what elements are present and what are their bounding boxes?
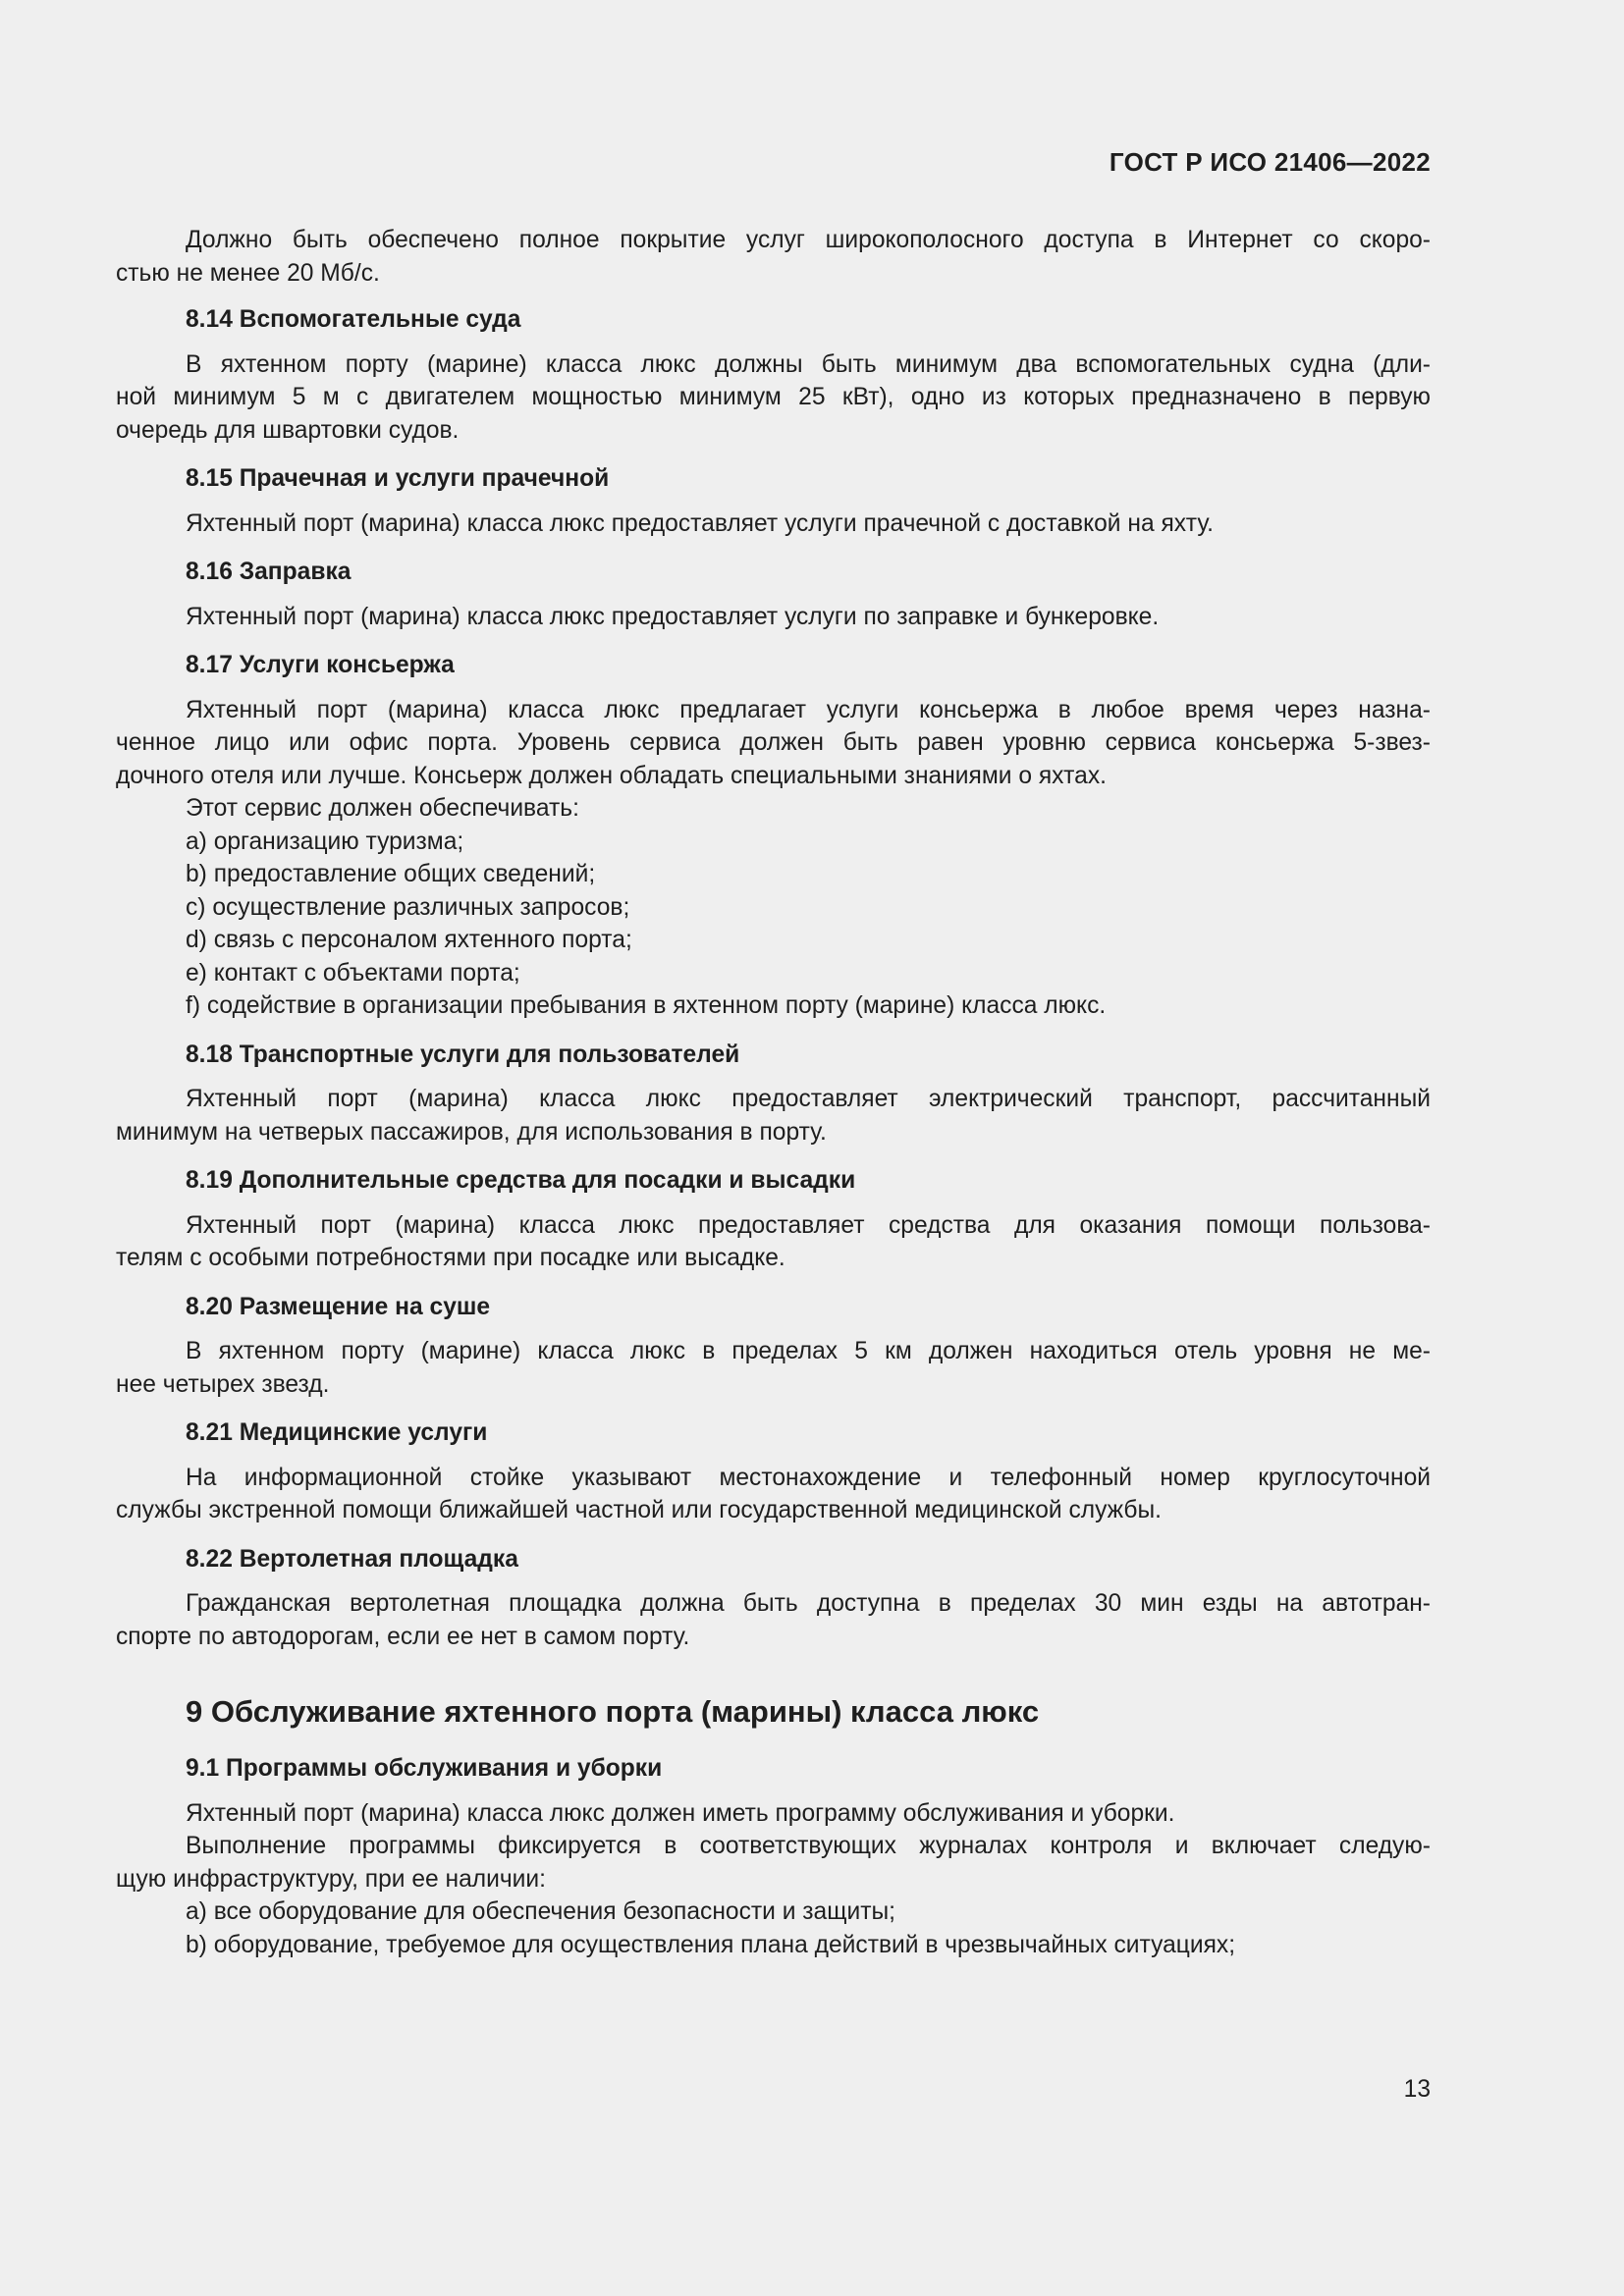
paragraph-8-21 [116,1462,1431,1527]
text-line: стью не менее 20 Мб/с. [116,259,380,287]
list-item: a) все оборудование для обеспечения безопасности и защиты; [186,1898,895,1925]
section-heading-8-21: 8.21 Медицинские услуги [186,1419,488,1446]
list-item: f) содействие в организации пребывания в яхтенном порту (марине) класса люкс. [186,992,1107,1019]
paragraph-8-20 [116,1335,1431,1401]
text-line: Гражданская вертолетная площадка должна быть доступна в пределах 30 мин езды на автотран- [186,1590,1431,1617]
text-line: Яхтенный порт (марина) класса люкс предлагает услуги консьержа в любое время через назна- [186,696,1431,723]
paragraph-8-22 [116,1587,1431,1653]
text-line: Яхтенный порт (марина) класса люкс предоставляет электрический транспорт, рассчитанный [186,1086,1431,1112]
section-heading-8-14: 8.14 Вспомогательные суда [186,306,521,333]
chapter-heading-9: 9 Обслуживание яхтенного порта (марины) класса люкс [186,1694,1040,1729]
text-line: В яхтенном порту (марине) класса люкс должны быть минимум два вспомогательных судна (дли- [186,350,1431,378]
text-line: нее четырех звезд. [116,1370,330,1398]
section-heading-9-1: 9.1 Программы обслуживания и уборки [186,1755,663,1782]
paragraph-8-18 [116,1083,1431,1148]
page-number: 13 [1403,2076,1431,2103]
text-line: очередь для швартовки судов. [116,416,460,444]
text-line: Яхтенный порт (марина) класса люкс предоставляет средства для оказания помощи пользова- [186,1211,1431,1239]
document-code: ГОСТ Р ИСО 21406—2022 [1109,147,1431,177]
paragraph-9-1-journal [116,1830,1431,1896]
section-heading-8-19: 8.19 Дополнительные средства для посадки и высадки [186,1167,856,1194]
list-item: d) связь с персоналом яхтенного порта; [186,927,632,953]
text-line: телям с особыми потребностями при посадке или высадке. [116,1245,785,1271]
page-content [116,224,1431,1961]
section-heading-8-22: 8.22 Вертолетная площадка [186,1545,518,1573]
text-line: ченное лицо или офис порта. Уровень сервиса должен быть равен уровню сервиса консьержа 5-звез- [116,729,1431,756]
text-line: службы экстренной помощи ближайшей частной или государственной медицинской службы. [116,1497,1163,1523]
paragraph-8-14 [116,348,1431,448]
paragraph-9-1: Яхтенный порт (марина) класса люкс должен иметь программу обслуживания и уборки. [186,1799,1175,1827]
text-line: дочного отеля или лучше. Консьерж должен обладать специальными знаниями о яхтах. [116,762,1107,789]
section-heading-8-16: 8.16 Заправка [186,559,352,585]
section-heading-8-15: 8.15 Прачечная и услуги прачечной [186,465,610,492]
list-item: c) осуществление различных запросов; [186,893,630,921]
intro-paragraph [116,224,1431,290]
list-item: b) оборудование, требуемое для осуществления плана действий в чрезвычайных ситуациях; [186,1931,1236,1958]
list-item: e) контакт с объектами порта; [186,959,520,987]
text-line: На информационной стойке указывают местонахождение и телефонный номер круглосуточной [186,1464,1431,1491]
paragraph-8-15: Яхтенный порт (марина) класса люкс предоставляет услуги прачечной с доставкой на яхту. [186,509,1215,537]
list-item: a) организацию туризма; [186,828,464,855]
paragraph-8-16: Яхтенный порт (марина) класса люкс предоставляет услуги по заправке и бункеровке. [186,603,1160,630]
text-line: щую инфраструктуру, при ее наличии: [116,1865,546,1893]
section-heading-8-18: 8.18 Транспортные услуги для пользователей [186,1041,740,1068]
paragraph-8-19 [116,1209,1431,1275]
text-line: Должно быть обеспечено полное покрытие услуг широкополосного доступа в Интернет со скоро- [186,227,1431,253]
text-line: Выполнение программы фиксируется в соответствующих журналах контроля и включает следую- [186,1833,1431,1859]
text-line: минимум на четверых пассажиров, для использования в порту. [116,1118,827,1146]
text-line: спорте по автодорогам, если ее нет в самом порту. [116,1623,690,1650]
section-heading-8-20: 8.20 Размещение на суше [186,1293,491,1320]
list-item: b) предоставление общих сведений; [186,861,596,887]
paragraph-8-17 [116,694,1431,793]
section-heading-8-17: 8.17 Услуги консьержа [186,652,455,678]
list-intro: Этот сервис должен обеспечивать: [186,795,579,822]
text-line: ной минимум 5 м с двигателем мощностью минимум 25 кВт), одно из которых предназначено в первую [116,384,1431,410]
text-line: В яхтенном порту (марине) класса люкс в пределах 5 км должен находиться отель уровня не ме- [186,1338,1431,1364]
